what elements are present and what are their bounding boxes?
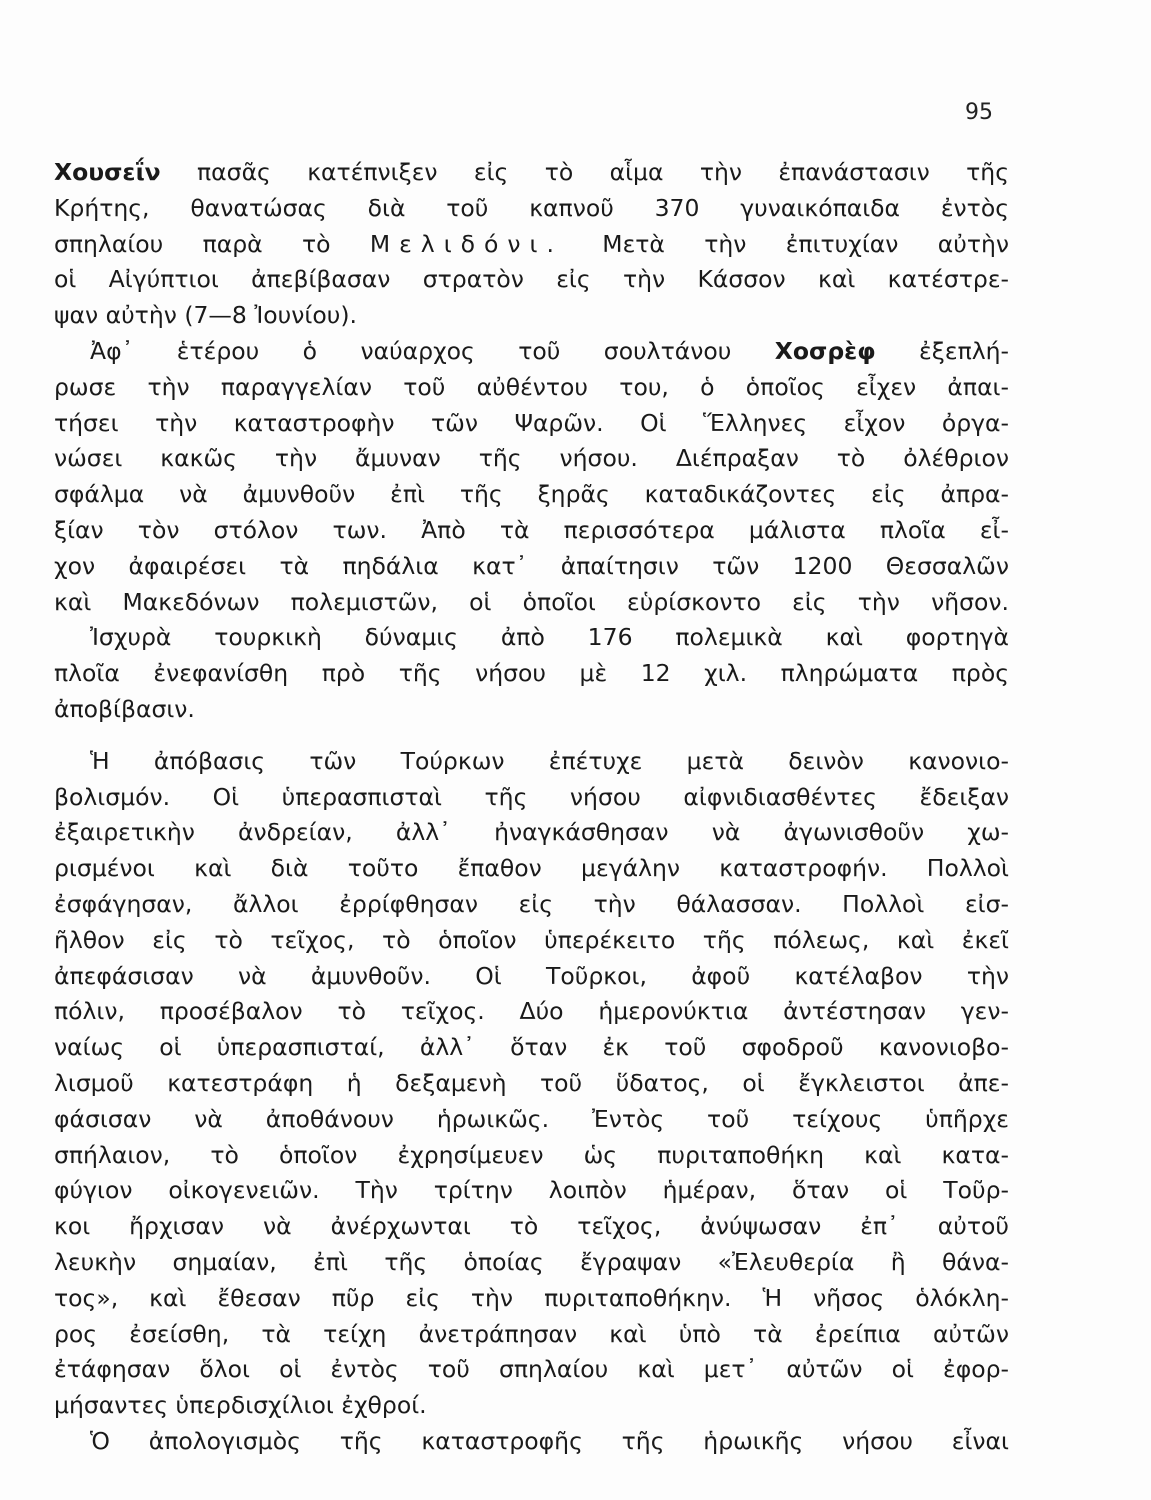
text-line: ἀπεφάσισαν νὰ ἀμυνθοῦν. Οἱ Τοῦρκοι, ἀφοῦ κατέλαβον τὴν: [54, 961, 1009, 990]
text-line: λευκὴν σημαίαν, ἐπὶ τῆς ὁποίας ἔγραψαν «Ἐλευθερία ἢ θάνα-: [54, 1247, 1009, 1276]
text-line: [54, 155, 1009, 191]
body-text: [54, 155, 1009, 1460]
text-line: κοι ἤρχισαν νὰ ἀνέρχωνται τὸ τεῖχος, ἀνύψωσαν ἐπ᾽ αὐτοῦ: [54, 1212, 1009, 1241]
text-line: τος», καὶ ἔθεσαν πῦρ εἰς τὴν πυριταποθήκην. Ἡ νῆσος ὁλόκλη-: [54, 1283, 1009, 1312]
name-bold: Χουσεΐν: [54, 158, 161, 186]
text-line: πόλιν, προσέβαλον τὸ τεῖχος. Δύο ἡμερονύκτια ἀντέστησαν γεν-: [54, 997, 1009, 1026]
text-line: Κρήτης, θανατώσας διὰ τοῦ καπνοῦ 370 γυναικόπαιδα ἐντὸς: [54, 193, 1009, 222]
text-line: φύγιον οἰκογενειῶν. Τὴν τρίτην λοιπὸν ἡμέραν, ὅταν οἱ Τοῦρ-: [54, 1176, 1009, 1205]
text-line: ρισμένοι καὶ διὰ τοῦτο ἔπαθον μεγάλην καταστροφήν. Πολλοὶ: [54, 854, 1009, 883]
text-line: μήσαντες ὑπερδισχίλιοι ἐχθροί.: [54, 1391, 427, 1420]
text-line: ρωσε τὴν παραγγελίαν τοῦ αὐθέντου του, ὁ ὁποῖος εἶχεν ἀπαι-: [54, 372, 1009, 401]
text-line: ρος ἐσείσθη, τὰ τείχη ἀνετράπησαν καὶ ὑπὸ τὰ ἐρείπια αὐτῶν: [54, 1319, 1009, 1348]
text-line: Ὁ ἀπολογισμὸς τῆς καταστροφῆς τῆς ἡρωικῆς νήσου εἶναι: [90, 1426, 1009, 1455]
text-line: σπήλαιον, τὸ ὁποῖον ἐχρησίμευεν ὡς πυριταποθήκη καὶ κατα-: [54, 1140, 1009, 1169]
text-line: χον ἀφαιρέσει τὰ πηδάλια κατ᾽ ἀπαίτησιν τῶν 1200 Θεσσαλῶν: [54, 551, 1009, 580]
text-line: [54, 227, 1009, 263]
text-line: ψαν αὐτὴν (7—8 Ἰουνίου).: [54, 301, 357, 330]
text-span: πασᾶς κατέπνιξεν εἰς τὸ αἷμα τὴν ἐπανάστασιν τῆς: [160, 158, 1009, 186]
text-line: φάσισαν νὰ ἀποθάνουν ἡρωικῶς. Ἐντὸς τοῦ τείχους ὑπῆρχε: [54, 1104, 1009, 1133]
text-line: ἐξαιρετικὴν ἀνδρείαν, ἀλλ᾽ ἠναγκάσθησαν νὰ ἀγωνισθοῦν χω-: [54, 818, 1009, 847]
text-line: καὶ Μακεδόνων πολεμιστῶν, οἱ ὁποῖοι εὑρίσκοντο εἰς τὴν νῆσον.: [54, 587, 1009, 616]
text-line: ἐσφάγησαν, ἄλλοι ἐρρίφθησαν εἰς τὴν θάλασσαν. Πολλοὶ εἰσ-: [54, 889, 1009, 918]
text-line: Ἡ ἀπόβασις τῶν Τούρκων ἐπέτυχε μετὰ δεινὸν κανονιο-: [90, 746, 1009, 775]
text-line: πλοῖα ἐνεφανίσθη πρὸ τῆς νήσου μὲ 12 χιλ. πληρώματα πρὸς: [54, 659, 1009, 688]
text-line: [54, 334, 1009, 370]
name-bold: Χοσρὲφ: [774, 336, 876, 365]
text-line: ξίαν τὸν στόλον των. Ἀπὸ τὰ περισσότερα μάλιστα πλοῖα εἶ-: [54, 515, 1009, 544]
text-line: λισμοῦ κατεστράφη ἡ δεξαμενὴ τοῦ ὕδατος, οἱ ἔγκλειστοι ἀπε-: [54, 1068, 1009, 1097]
text-line: ἐτάφησαν ὅλοι οἱ ἐντὸς τοῦ σπηλαίου καὶ μετ᾽ αὐτῶν οἱ ἐφορ-: [54, 1355, 1009, 1384]
place-name-spaced: Μελιδόνι.: [369, 229, 563, 258]
text-line: ἀποβίβασιν.: [54, 694, 195, 723]
text-line: νώσει κακῶς τὴν ἄμυναν τῆς νήσου. Διέπραξαν τὸ ὀλέθριον: [54, 444, 1009, 473]
text-span: ἐξεπλή-: [875, 336, 1009, 365]
text-line: οἱ Αἰγύπτιοι ἀπεβίβασαν στρατὸν εἰς τὴν Κάσσον καὶ κατέστρε-: [54, 265, 1009, 294]
text-line: ναίως οἱ ὑπερασπισταί, ἀλλ᾽ ὅταν ἐκ τοῦ σφοδροῦ κανονιοβο-: [54, 1033, 1009, 1062]
text-span: Μετὰ τὴν ἐπιτυχίαν αὐτὴν: [562, 229, 1009, 258]
text-line: Ἰσχυρὰ τουρκικὴ δύναμις ἀπὸ 176 πολεμικὰ καὶ φορτηγὰ: [90, 623, 1009, 652]
text-span: Ἀφ᾽ ἑτέρου ὁ ναύαρχος τοῦ σουλτάνου: [90, 336, 775, 365]
text-line: τήσει τὴν καταστροφὴν τῶν Ψαρῶν. Οἱ Ἕλληνες εἶχον ὀργα-: [54, 408, 1009, 437]
text-line: ῆλθον εἰς τὸ τεῖχος, τὸ ὁποῖον ὑπερέκειτο τῆς πόλεως, καὶ ἐκεῖ: [54, 925, 1009, 954]
text-line: βολισμόν. Οἱ ὑπερασπισταὶ τῆς νήσου αἰφνιδιασθέντες ἔδειξαν: [54, 782, 1009, 811]
page-number: 95: [965, 100, 993, 125]
text-span: σπηλαίου παρὰ τὸ: [54, 229, 370, 258]
text-line: σφάλμα νὰ ἀμυνθοῦν ἐπὶ τῆς ξηρᾶς καταδικάζοντες εἰς ἀπρα-: [54, 480, 1009, 509]
